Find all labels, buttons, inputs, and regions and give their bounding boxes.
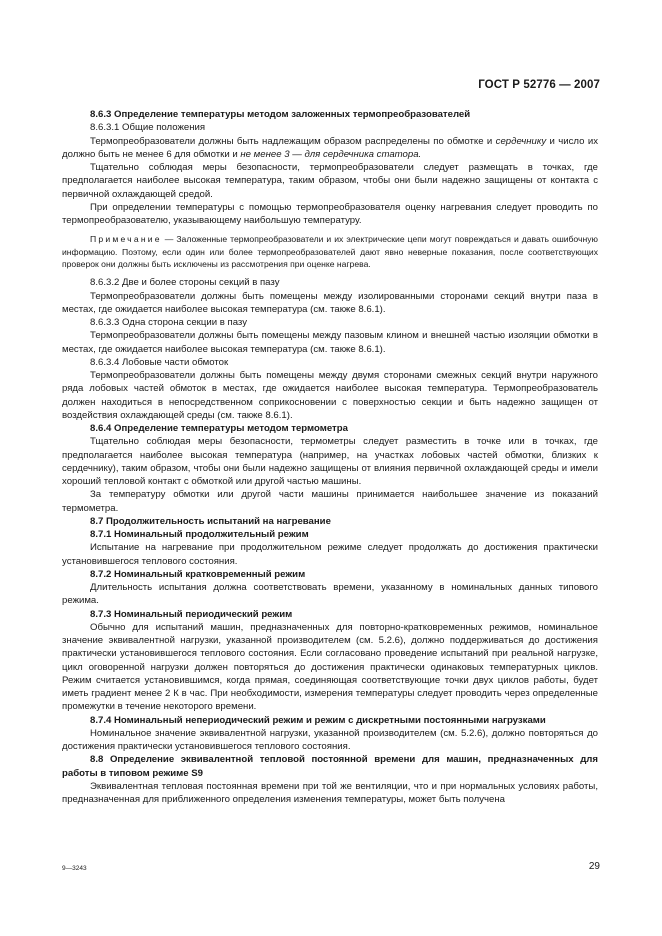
note xyxy=(62,233,598,270)
paragraph-thermometer-reading: За температуру обмотки или другой части машины принимается наибольшее значение из показаний термометра. xyxy=(62,489,598,514)
paragraph-end-windings: Термопреобразователи должны быть помещены между двумя сторонами смежных секций внутри наружного ряда лобовых частей обмоток в местах, где ожидается наиболее высокая температура. Термопреобразователь должен находиться в непосредственном соприкосновении с поверхностью секции и быть надежно защищен от воздействия охлаждающей среды (см. также 8.6.1). xyxy=(62,370,598,421)
heading-8-6-3: 8.6.3 Определение температуры методом заложенных термопреобразователей xyxy=(90,109,471,120)
heading-8-7: 8.7 Продолжительность испытаний на нагревание xyxy=(90,515,331,527)
heading-8-6-3-4: 8.6.3.4 Лобовые части обмоток xyxy=(90,356,229,368)
paragraph-sensor-distribution xyxy=(62,135,598,162)
heading-8-7-2: 8.7.2 Номинальный кратковременный режим xyxy=(90,568,306,580)
heading-8-7-3: 8.7.3 Номинальный периодический режим xyxy=(90,608,293,620)
paragraph-sensor-evaluation: При определении температуры с помощью термопреобразователя оценку нагревания следует проводить по термопреобразователю, указывающему наибольшую температуру. xyxy=(62,201,598,226)
heading-8-6-3-3: 8.6.3.3 Одна сторона секции в пазу xyxy=(90,317,248,329)
paragraph-non-periodic-duty: Номинальное значение эквивалентной нагрузки, указанной производителем (см. 5.2.6), должно повторяться до достижения практически установившегося теплового состояния. xyxy=(62,727,598,753)
document-body xyxy=(62,108,598,806)
paragraph-periodic-duty: Обычно для испытаний машин, предназначенных для повторно-кратковременных режимов, номинальное значение эквивалентной нагрузки, указанной производителем (см. 5.2.6), должно поддерживаться до достижения практически установившегося теплового состояния. Если согласовано проведение испытаний при реальной нагрузке, цикл оговоренной нагрузки должен повторяться до достижения практически одинаковых температурных циклов. Режим считается установившимся, когда прямая, соединяющая соответствующие точки двух циклов работы, будет иметь градиент менее 2 К в час. При необходимости, измерения температуры следует проводить через определенные промежутки в течение некоторого времени. xyxy=(62,621,598,713)
note-text: — Заложенные термопреобразователи и их электрические цепи могут повреждаться и давать ошибочную информацию. Поэтому, если один или более термопреобразователей дают явно неверные показания, после соответствующих проверок они должны быть исключены из рассмотрения при оценке нагрева. xyxy=(62,234,598,270)
paragraph-continuous-duty: Испытание на нагревание при продолжительном режиме следует продолжать до достижения практически установившегося теплового состояния. xyxy=(62,542,598,567)
paragraph-thermometer-placement: Тщательно соблюдая меры безопасности, термометры следует разместить в точке или в точках, где предполагается наиболее высокая температура (например, на участках лобовых частей обмотки, близких к сердечнику), таким образом, чтобы они были надежно защищены от влияния первичной охлаждающей среды и имели хороший тепловой контакт с обмоткой или другой частью машины. xyxy=(62,436,598,488)
text-run-italic: не менее 3 — для сердечника статора. xyxy=(240,148,422,160)
heading-8-7-4: 8.7.4 Номинальный непериодический режим и режим с дискретными постоянными нагрузками xyxy=(90,714,546,726)
paragraph-sensor-placement: Тщательно соблюдая меры безопасности, термопреобразователи следует размещать в точках, где предполагается наиболее высокая температура, таким образом, чтобы они были надежно защищены от контакта с первичной охлаждающей средой. xyxy=(62,162,598,200)
note-label: Примечание xyxy=(90,234,162,245)
paragraph-thermal-time-constant: Эквивалентная тепловая постоянная времени при той же вентиляции, что и при нормальных условиях работы, предназначенная для приближенного определения изменения температуры, может быть получена xyxy=(62,780,598,806)
paragraph-short-time-duty: Длительность испытания должна соответствовать времени, указанному в номинальных данных типового режима. xyxy=(62,582,598,607)
heading-8-6-3-2: 8.6.3.2 Две и более стороны секций в пазу xyxy=(90,277,280,289)
standard-designation: ГОСТ Р 52776 — 2007 xyxy=(478,79,600,91)
print-order-code: 9—3243 xyxy=(62,865,87,872)
heading-8-8: 8.8 Определение эквивалентной тепловой постоянной времени для машин, предназначенных для работы в типовом режиме S9 xyxy=(62,754,598,779)
page-number: 29 xyxy=(588,861,600,872)
paragraph-two-sides-slot: Термопреобразователи должны быть помещены между изолированными сторонами секций внутри паза в местах, где ожидается наиболее высокая температура (см. также 8.6.1). xyxy=(62,290,598,315)
paragraph-one-side-slot: Термопреобразователи должны быть помещены между пазовым клином и внешней частью изоляции обмотки в местах, где ожидается наиболее высокая температура (см. также 8.6.1). xyxy=(62,330,598,355)
text-run: Термопреобразователи должны быть надлежащим образом распределены по обмотке и xyxy=(90,135,496,147)
text-run-italic: сердечнику xyxy=(495,135,547,147)
heading-8-7-1: 8.7.1 Номинальный продолжительный режим xyxy=(90,529,309,541)
heading-8-6-3-1: 8.6.3.1 Общие положения xyxy=(90,122,206,134)
text-run: и число их должно быть не менее 6 для обмотки и xyxy=(62,135,598,160)
heading-8-6-4: 8.6.4 Определение температуры методом термометра xyxy=(90,423,348,435)
